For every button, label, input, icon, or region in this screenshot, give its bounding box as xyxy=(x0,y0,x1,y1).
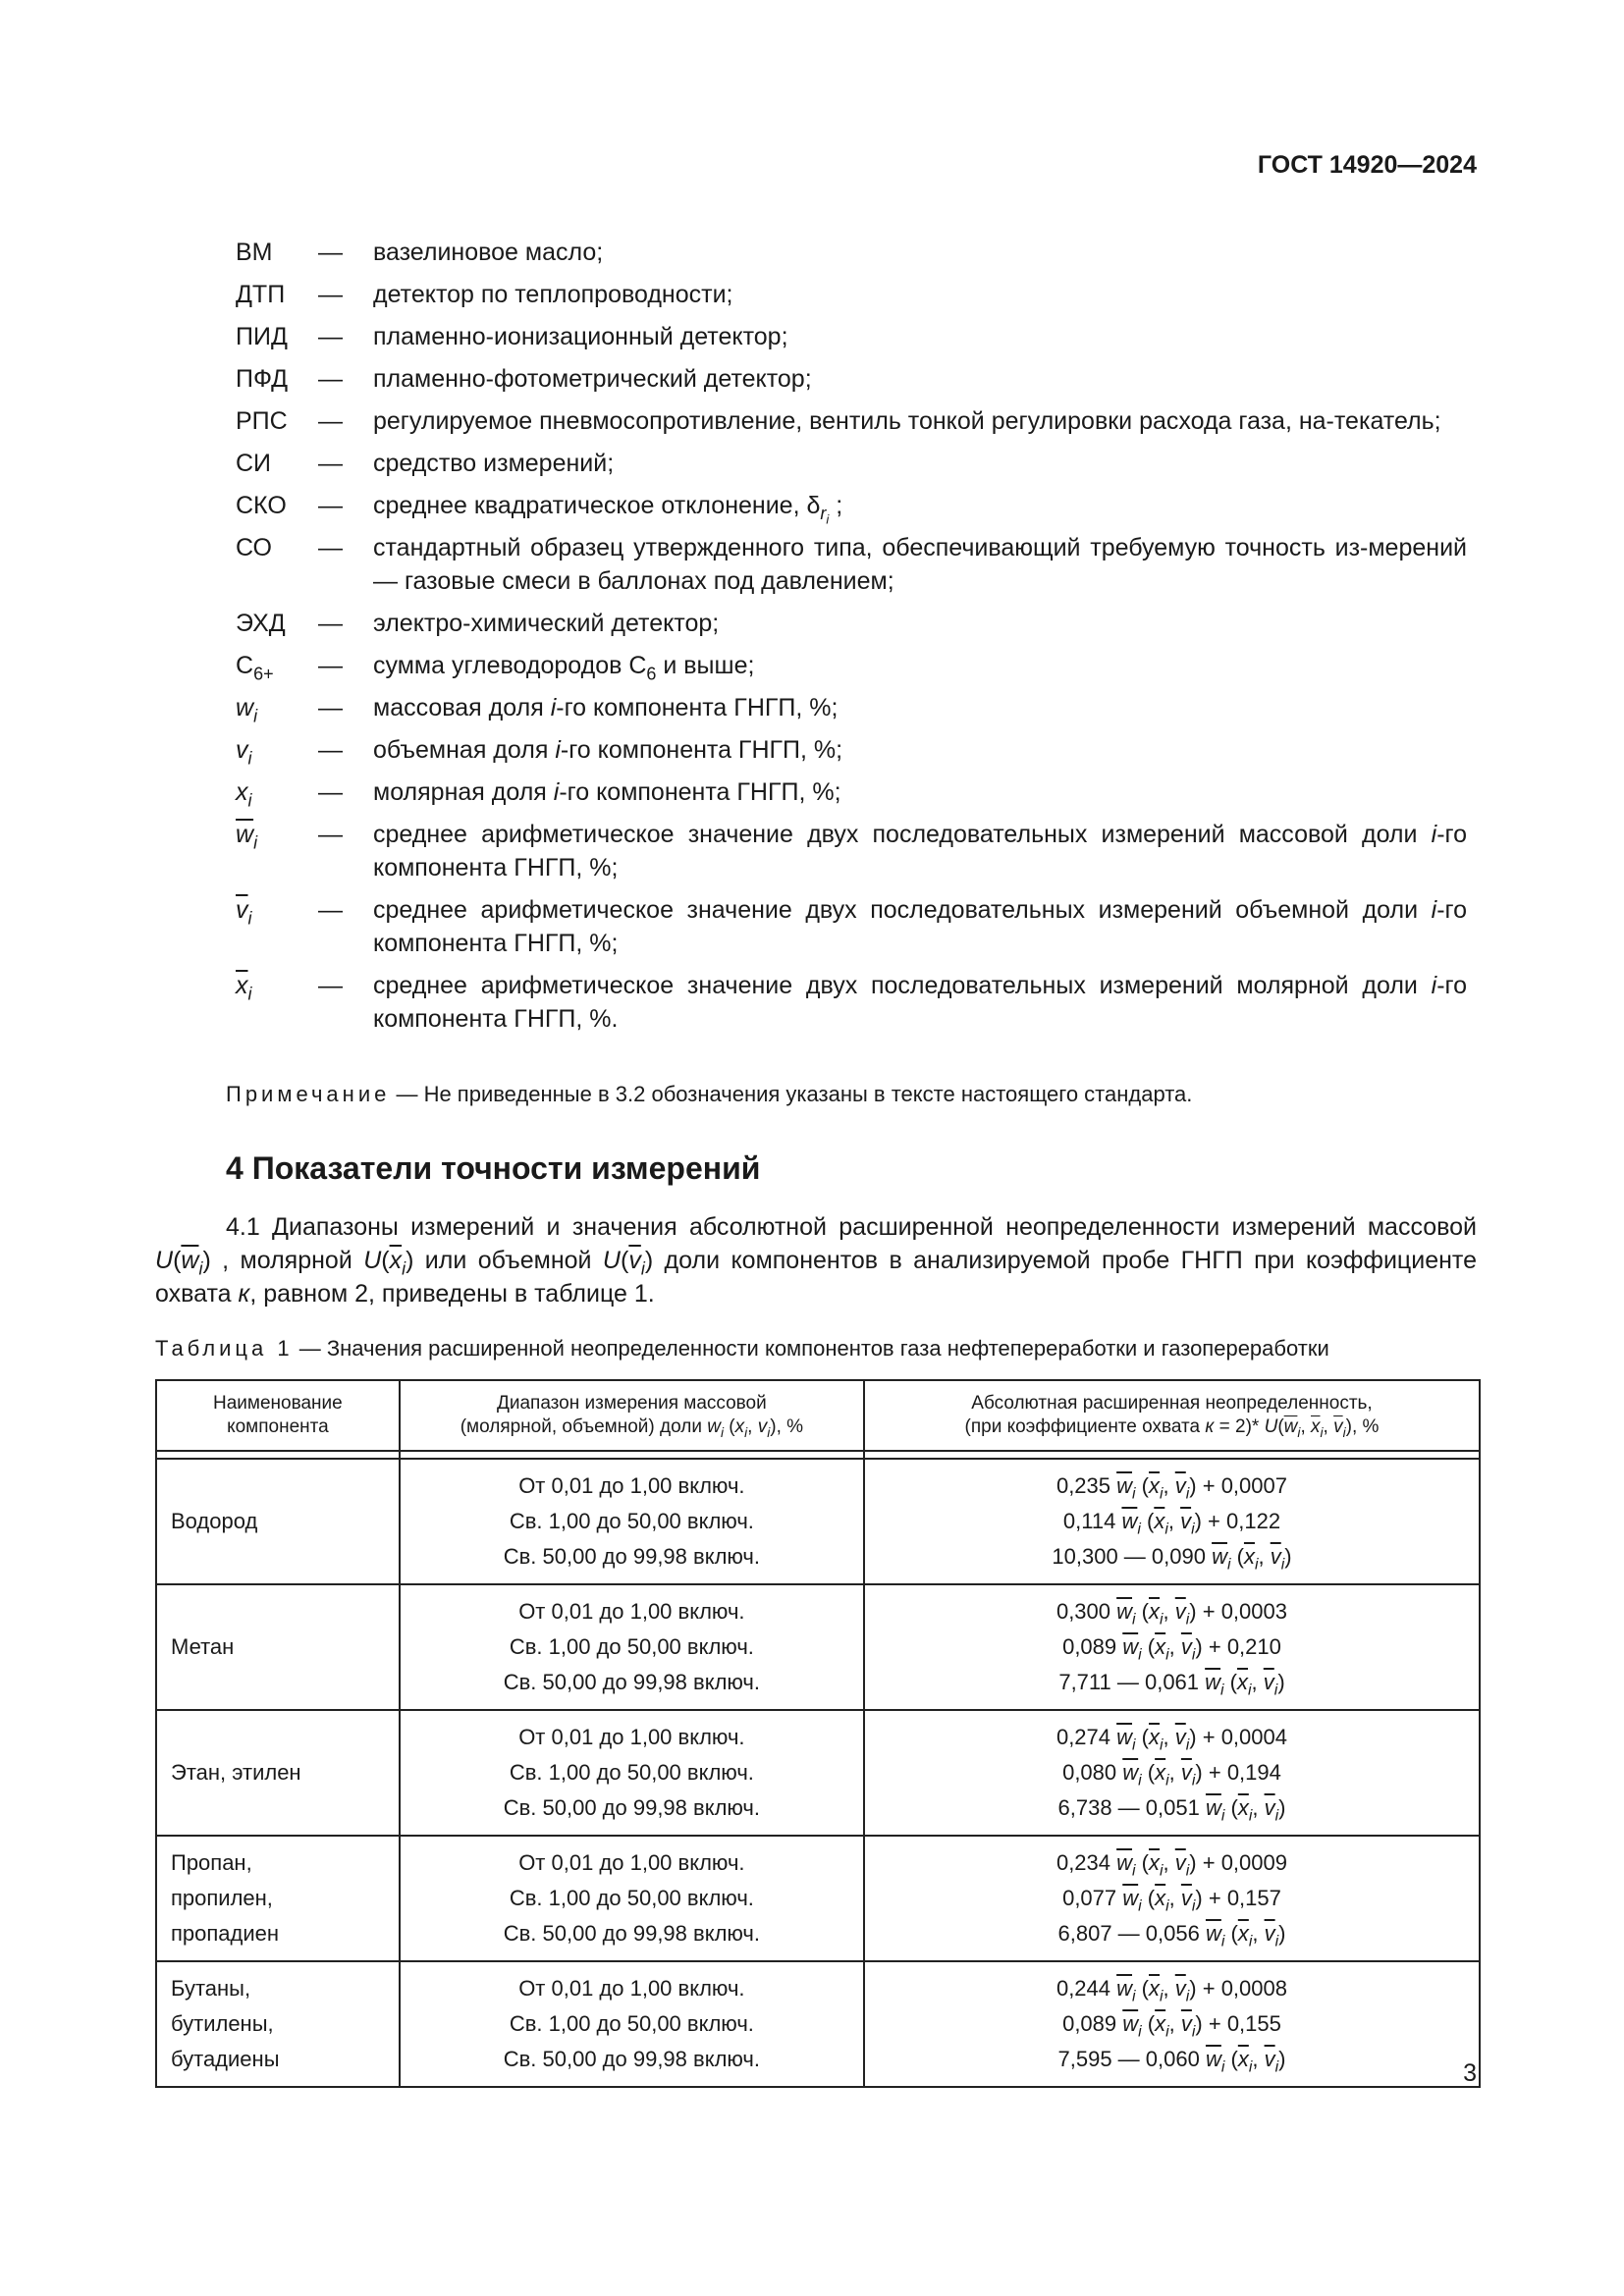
abbreviation-term: $x_i$ xyxy=(236,778,252,811)
abbreviation-item xyxy=(236,531,1467,598)
abbreviation-item xyxy=(236,607,1467,640)
table-row xyxy=(156,1459,1480,1584)
abbreviation-item xyxy=(236,691,1467,724)
abbreviation-definition: объемная доля i-го компонента ГНГП, %; xyxy=(373,736,843,764)
component-name: Метан xyxy=(156,1584,400,1710)
abbreviation-item xyxy=(236,236,1467,269)
abbreviation-definition: пламенно-ионизационный детектор; xyxy=(373,323,788,350)
abbreviation-definition: массовая доля i-го компонента ГНГП, %; xyxy=(373,694,839,721)
component-name: Водород xyxy=(156,1459,400,1584)
abbreviation-dash: — xyxy=(318,652,343,679)
abbreviation-definition: регулируемое пневмосопротивление, вентиль тонкой регулировки расхода газа, на-текатель; xyxy=(373,407,1441,435)
abbreviation-dash: — xyxy=(318,821,343,848)
abbreviation-dash: — xyxy=(318,972,343,999)
abbreviation-dash: — xyxy=(318,694,343,721)
abbreviation-term: $\overline{v}_i$ xyxy=(236,896,252,929)
section-paragraph: 4.1 Диапазоны измерений и значения абсолютной расширенной неопределенности измерений массовой $U(\overline{w}_i)$ , молярной $U(\overline{x}_i)$ или объемной $U(\overline{v}_i)$ доли компонентов в анализируемой пробе ГНГП при коэффициенте охвата к, равном 2, приведены в таблице 1. xyxy=(155,1213,1477,1308)
abbreviation-term: ЭХД xyxy=(236,610,286,637)
abbreviation-dash: — xyxy=(318,365,343,393)
abbreviation-item xyxy=(236,649,1467,682)
uncertainty-cell: 0,300 $\overline{w}_i$ ($\overline{x}_i$, $\overline{v}_i) + 0,0003$ 0,089 $\overline{w}_i$ ($\overline{x}_i$, $\overline{v}_i) + 0,210$ 7,711 — 0,061 $\overline{w}_i$ ($\overline{x}_i$, $\overline{v}_i$) xyxy=(864,1584,1480,1710)
abbreviation-term: $C_{6+}$ xyxy=(236,652,274,684)
table-caption xyxy=(155,1336,1477,1362)
abbreviation-item xyxy=(236,969,1467,1036)
abbreviation-item xyxy=(236,489,1467,527)
uncertainty-cell: 0,235 $\overline{w}_i$ ($\overline{x}_i$, $\overline{v}_i) + 0,0007$ 0,114 $\overline{w}_i$ ($\overline{x}_i$, $\overline{v}_i) + 0,122$ 10,300 — 0,090 $\overline{w}_i$ ($\overline{x}_i$, $\overline{v}_i$) xyxy=(864,1459,1480,1584)
table-header-row xyxy=(156,1380,1480,1451)
abbreviation-definition: среднее арифметическое значение двух последовательных измерений молярной доли i-го компонента ГНГП, %. xyxy=(373,972,1467,1033)
abbreviation-term: СО xyxy=(236,534,272,561)
abbreviation-definition: средство измерений; xyxy=(373,450,615,477)
abbreviation-dash: — xyxy=(318,896,343,924)
header-uncertainty: Абсолютная расширенная неопределенность, (при коэффициенте охвата к = 2)* $U(\overline{w}_i$, $\overline{x}_i$, $\overline{v}_i$), % xyxy=(864,1380,1480,1451)
abbreviation-dash: — xyxy=(318,736,343,764)
note-label: Примечание xyxy=(226,1082,391,1106)
abbreviation-dash: — xyxy=(318,407,343,435)
abbreviation-dash: — xyxy=(318,323,343,350)
table-row xyxy=(156,1710,1480,1836)
uncertainty-cell: 0,234 $\overline{w}_i$ ($\overline{x}_i$, $\overline{v}_i) + 0,0009$ 0,077 $\overline{w}_i$ ($\overline{x}_i$, $\overline{v}_i) + 0,157$ 6,807 — 0,056 $\overline{w}_i$ ($\overline{x}_i$, $\overline{v}_i$) xyxy=(864,1836,1480,1961)
abbreviation-dash: — xyxy=(318,450,343,477)
section-title: 4 Показатели точности измерений xyxy=(226,1150,761,1186)
abbreviation-dash: — xyxy=(318,492,343,519)
abbreviation-dash: — xyxy=(318,281,343,308)
abbreviation-definition: среднее квадратическое отклонение, $\delta_{r_i}$ ; xyxy=(373,492,843,527)
table-caption-label: Таблица 1 xyxy=(155,1336,294,1361)
abbreviation-definition: среднее арифметическое значение двух последовательных измерений объемной доли i-го компонента ГНГП, %; xyxy=(373,896,1467,957)
abbreviation-term: $v_i$ xyxy=(236,736,252,769)
abbreviation-term: $\overline{x}_i$ xyxy=(236,972,252,1004)
range-cell: От 0,01 до 1,00 включ. Св. 1,00 до 50,00 включ. Св. 50,00 до 99,98 включ. xyxy=(400,1584,864,1710)
abbreviation-term: $\overline{w}_i$ xyxy=(236,821,258,853)
component-name: Бутаны, бутилены, бутадиены xyxy=(156,1961,400,2087)
note-text: — Не приведенные в 3.2 обозначения указаны в тексте настоящего стандарта. xyxy=(390,1082,1193,1106)
abbreviation-dash: — xyxy=(318,610,343,637)
abbreviation-item xyxy=(236,447,1467,480)
abbreviation-term: $w_i$ xyxy=(236,694,258,726)
abbreviation-list xyxy=(236,236,1467,1044)
table-caption-text: — Значения расширенной неопределенности компонентов газа нефтепереработки и газопереработки xyxy=(293,1336,1329,1361)
abbreviation-term: ВМ xyxy=(236,239,273,266)
abbreviation-item xyxy=(236,362,1467,396)
abbreviation-dash: — xyxy=(318,778,343,806)
abbreviation-item xyxy=(236,775,1467,809)
abbreviation-item xyxy=(236,818,1467,884)
uncertainty-table xyxy=(155,1379,1481,2088)
abbreviation-item xyxy=(236,320,1467,353)
abbreviation-definition: пламенно-фотометрический детектор; xyxy=(373,365,812,393)
abbreviation-item xyxy=(236,733,1467,767)
range-cell: От 0,01 до 1,00 включ. Св. 1,00 до 50,00 включ. Св. 50,00 до 99,98 включ. xyxy=(400,1961,864,2087)
document-code: ГОСТ 14920—2024 xyxy=(1257,151,1477,179)
abbreviation-item xyxy=(236,893,1467,960)
abbreviation-definition: детектор по теплопроводности; xyxy=(373,281,733,308)
abbreviation-term: ДТП xyxy=(236,281,286,308)
range-cell: От 0,01 до 1,00 включ. Св. 1,00 до 50,00 включ. Св. 50,00 до 99,98 включ. xyxy=(400,1459,864,1584)
abbreviation-definition: молярная доля i-го компонента ГНГП, %; xyxy=(373,778,841,806)
abbreviation-term: СКО xyxy=(236,492,287,519)
header-component: Наименование компонента xyxy=(156,1380,400,1451)
component-name: Этан, этилен xyxy=(156,1710,400,1836)
range-cell: От 0,01 до 1,00 включ. Св. 1,00 до 50,00 включ. Св. 50,00 до 99,98 включ. xyxy=(400,1836,864,1961)
abbreviation-definition: среднее арифметическое значение двух последовательных измерений массовой доли i-го компонента ГНГП, %; xyxy=(373,821,1467,881)
abbreviation-term: РПС xyxy=(236,407,288,435)
abbreviation-definition: электро-химический детектор; xyxy=(373,610,720,637)
abbreviation-dash: — xyxy=(318,239,343,266)
table-row xyxy=(156,1836,1480,1961)
table-row xyxy=(156,1961,1480,2087)
abbreviation-definition: вазелиновое масло; xyxy=(373,239,604,266)
component-name: Пропан, пропилен, пропадиен xyxy=(156,1836,400,1961)
abbreviation-dash: — xyxy=(318,534,343,561)
abbreviation-item xyxy=(236,278,1467,311)
note xyxy=(226,1082,1473,1107)
abbreviation-term: ПИД xyxy=(236,323,288,350)
abbreviation-term: СИ xyxy=(236,450,272,477)
uncertainty-cell: 0,274 $\overline{w}_i$ ($\overline{x}_i$, $\overline{v}_i) + 0,0004$ 0,080 $\overline{w}_i$ ($\overline{x}_i$, $\overline{v}_i) + 0,194$ 6,738 — 0,051 $\overline{w}_i$ ($\overline{x}_i$, $\overline{v}_i$) xyxy=(864,1710,1480,1836)
abbreviation-term: ПФД xyxy=(236,365,289,393)
page-number: 3 xyxy=(1463,2059,1477,2087)
range-cell: От 0,01 до 1,00 включ. Св. 1,00 до 50,00 включ. Св. 50,00 до 99,98 включ. xyxy=(400,1710,864,1836)
uncertainty-cell: 0,244 $\overline{w}_i$ ($\overline{x}_i$, $\overline{v}_i) + 0,0008$ 0,089 $\overline{w}_i$ ($\overline{x}_i$, $\overline{v}_i) + 0,155$ 7,595 — 0,060 $\overline{w}_i$ ($\overline{x}_i$, $\overline{v}_i$) xyxy=(864,1961,1480,2087)
table-row xyxy=(156,1584,1480,1710)
abbreviation-definition: сумма углеводородов $C_6$ и выше; xyxy=(373,652,755,684)
abbreviation-item xyxy=(236,404,1467,438)
header-range: Диапазон измерения массовой (молярной, объемной) доли $w_i$ ($x_i$, $v_i$), % xyxy=(400,1380,864,1451)
abbreviation-definition: стандартный образец утвержденного типа, обеспечивающий требуемую точность из-мерений — газовые смеси в баллонах под давлением; xyxy=(373,534,1467,595)
